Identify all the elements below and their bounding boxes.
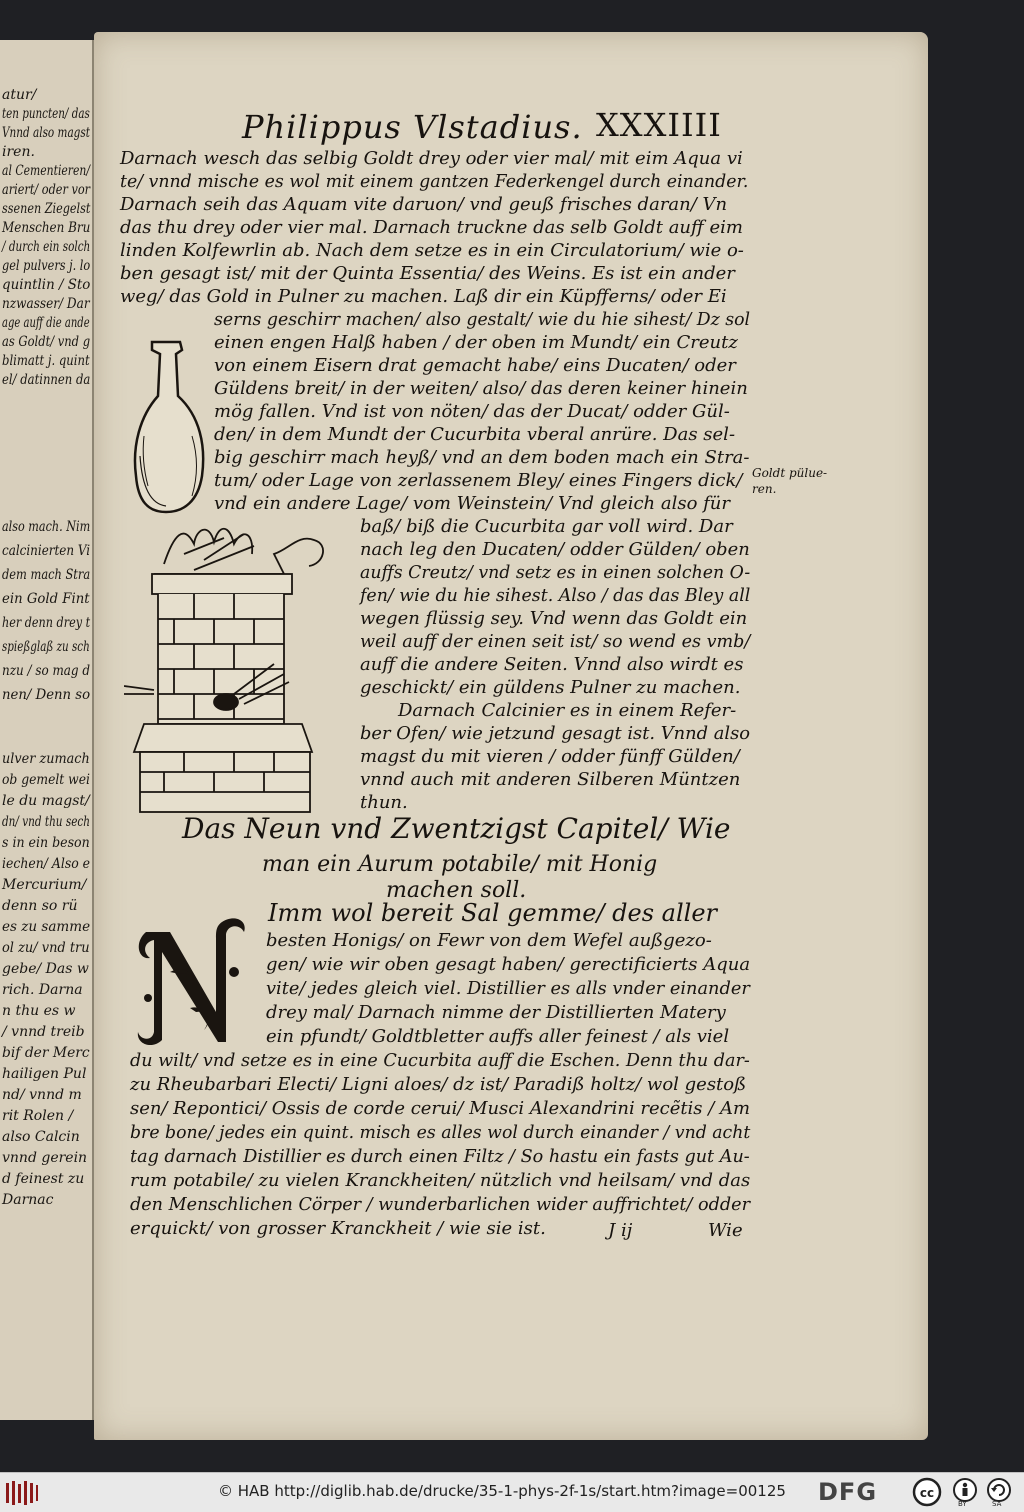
chapter-text-line: du wilt/ vnd setze es in eine Cucurbita auff die Eschen. Denn thu dar- <box>130 1050 750 1071</box>
chapter-text-line: drey mal/ Darnach nimme der Distillierten Matery <box>266 1002 726 1023</box>
left-page-fragment: dn/ vnd thu sech <box>2 814 90 830</box>
left-page-fragment: el/ datinnen da <box>2 372 91 388</box>
text-line: Darnach seih das Aquam vite daruon/ vnd geuß frisches daran/ Vn <box>120 194 728 215</box>
text-line: baß/ biß die Cucurbita gar voll wird. Dar <box>360 516 733 537</box>
left-page-fragment: her denn drey t <box>2 615 91 631</box>
marginal-note-line-2: ren. <box>752 482 777 496</box>
left-page-fragment: nzwasser/ Dar <box>2 296 90 312</box>
text-line: tum/ oder Lage von zerlassenem Bley/ eines Fingers dick/ <box>214 470 743 491</box>
by-label: BY <box>958 1500 967 1508</box>
text-line: Güldens breit/ in der weiten/ also/ das deren keiner hinein <box>214 378 748 399</box>
left-page-fragment: hailigen Pul <box>2 1066 87 1082</box>
svg-text:cc: cc <box>919 1486 935 1500</box>
left-page-fragment: d feinest zu <box>2 1171 85 1187</box>
left-page-fragment: ol zu/ vnd tru <box>2 940 90 956</box>
text-line: weil auff der einen seit ist/ so wend es vmb/ <box>360 631 751 652</box>
text-line: vnd ein andere Lage/ vom Weinstein/ Vnd gleich also für <box>214 493 731 514</box>
chapter-text-line: sen/ Repontici/ Ossis de corde cerui/ Musci Alexandrini recẽtis / Am <box>130 1098 750 1119</box>
chapter-text-line: Imm wol bereit Sal gemme/ des aller <box>268 899 718 927</box>
text-line: von einem Eisern drat gemacht habe/ eins Ducaten/ oder <box>214 355 736 376</box>
text-line: ben gesagt ist/ mit der Quinta Essentia/ des Weins. Es ist ein ander <box>120 263 735 284</box>
left-page-fragment: gebe/ Das w <box>2 961 89 977</box>
source-link[interactable]: © HAB http://diglib.hab.de/drucke/35-1-phys-2f-1s/start.htm?image=00125 <box>218 1482 786 1500</box>
folio-number: XXXIIII <box>596 106 722 144</box>
chapter-text-line: besten Honigs/ on Fewr von dem Wefel außgezo- <box>266 930 712 951</box>
left-page-fragment: Vnnd also magst <box>2 125 90 141</box>
left-page-fragment: ulver zumach <box>2 751 90 767</box>
left-page-fragment: atur/ <box>2 87 37 103</box>
left-page-fragment: es zu samme <box>2 919 91 935</box>
left-page-fragment: ten puncten/ das <box>2 106 90 122</box>
left-page-fragment: ein Gold Fint <box>2 591 90 607</box>
left-page-fragment: Darnac <box>2 1192 54 1208</box>
left-page-fragment: quintlin / Sto <box>2 277 91 293</box>
left-page-fragment: rit Rolen / <box>2 1108 74 1124</box>
dfg-logo: DFG <box>818 1478 878 1506</box>
left-page-fragment: iren. <box>2 144 35 160</box>
left-page-fragment: nen/ Denn so <box>2 687 91 703</box>
chapter-text-line: rum potabile/ zu vielen Kranckheiten/ nützlich vnd heilsam/ vnd das <box>130 1170 751 1191</box>
left-page-fragment: dem mach Stra <box>2 567 91 583</box>
left-page-fragment: s in ein beson <box>2 835 90 851</box>
left-page-fragment: also mach. Nim <box>2 519 91 535</box>
left-page-fragment: age auff die ande <box>2 315 90 331</box>
chapter-text-line: vite/ jedes gleich viel. Distillier es alls vnder einander <box>266 978 750 999</box>
left-page-fragment: le du magst/ <box>2 793 90 809</box>
left-page-fragment: al Cementieren/ <box>2 163 90 179</box>
text-line: nach leg den Ducaten/ odder Gülden/ oben <box>360 539 750 560</box>
text-line: big geschirr mach heyß/ vnd an dem boden mach ein Stra- <box>214 447 750 468</box>
left-page-fragment: ssenen Ziegelst <box>2 201 91 217</box>
text-line: Darnach Calcinier es in einem Refer- <box>398 700 737 721</box>
left-page-fragment: iechen/ Also e <box>2 856 91 872</box>
signature-mark: J ij <box>608 1220 633 1241</box>
text-line: fen/ wie du hie sihest. Also / das das Bley all <box>360 585 751 606</box>
decorated-initial-n <box>130 912 260 1052</box>
left-page-fragment: rich. Darna <box>2 982 83 998</box>
cc-license-icon <box>912 1477 942 1507</box>
left-page-fragment: nd/ vnnd m <box>2 1087 82 1103</box>
running-head-title: Philippus Vlstadius. <box>242 108 583 146</box>
text-line: linden Kolfewrlin ab. Nach dem setze es in ein Circulatorium/ wie o- <box>120 240 744 261</box>
catchword: Wie <box>708 1220 743 1241</box>
text-line: das thu drey oder vier mal. Darnach truckne das selb Goldt auff eim <box>120 217 743 238</box>
text-line: ber Ofen/ wie jetzund gesagt ist. Vnnd also <box>360 723 751 744</box>
text-line: auff die andere Seiten. Vnnd also wirdt es <box>360 654 744 675</box>
left-page-fragment: nzu / so mag d <box>2 663 91 679</box>
left-page-fragment: Menschen Bru <box>2 220 91 236</box>
left-page-fragment: spießglaß zu sch <box>2 639 90 655</box>
left-page-fragment: / vnnd treib <box>2 1024 85 1040</box>
left-page-fragment: bif der Merc <box>2 1045 90 1061</box>
chapter-text-line: gen/ wie wir oben gesagt haben/ gerectificierts Aqua <box>266 954 751 975</box>
left-page-fragment: / durch ein solch <box>2 239 91 255</box>
left-page-fragment: vnnd gerein <box>2 1150 88 1166</box>
text-line: wegen flüssig sey. Vnd wenn das Goldt ein <box>360 608 748 629</box>
left-page-fragment: blimatt j. quint <box>2 353 90 369</box>
chapter-text-line: tag darnach Distillier es durch einen Filtz / So hastu ein fasts gut Au- <box>130 1146 750 1167</box>
text-line: weg/ das Gold in Pulner zu machen. Laß dir ein Küpfferns/ oder Ei <box>120 286 727 307</box>
chapter-text-line: erquickt/ von grosser Kranckheit / wie sie ist. <box>130 1218 546 1239</box>
text-line: geschickt/ ein güldens Pulner zu machen. <box>360 677 741 698</box>
text-line: thun. <box>360 792 408 813</box>
left-page-fragment: also Calcin <box>2 1129 80 1145</box>
left-page-fragment: Mercurium/ <box>2 877 87 893</box>
text-line: mög fallen. Vnd ist von nöten/ das der Ducat/ odder Gül- <box>214 401 730 422</box>
chapter-text-line: zu Rheubarbari Electi/ Ligni aloes/ dz ist/ Paradiß holtz/ wol gestoß <box>130 1074 747 1095</box>
text-line: Darnach wesch das selbig Goldt drey oder vier mal/ mit eim Aqua vi <box>120 148 743 169</box>
text-line: serns geschirr machen/ also gestalt/ wie du hie sihest/ Dz sol <box>214 309 751 330</box>
chapter-subheading-line-2: machen soll. <box>386 878 527 903</box>
left-page-fragment: gel pulvers j. lo <box>2 258 91 274</box>
left-page-edge <box>0 40 94 1420</box>
cucurbita-flask-woodcut <box>130 336 210 516</box>
furnace-woodcut <box>124 524 354 816</box>
left-page-fragment: calcinierten Vi <box>2 543 91 559</box>
library-logo-icon <box>4 1479 40 1507</box>
left-page-fragment: ob gemelt wei <box>2 772 90 788</box>
text-line: vnnd auch mit anderen Silberen Müntzen <box>360 769 741 790</box>
text-line: magst du mit vieren / odder fünff Gülden/ <box>360 746 740 767</box>
chapter-text-line: bre bone/ jedes ein quint. misch es alles wol durch einander / vnd acht <box>130 1122 751 1143</box>
text-line: auffs Creutz/ vnd setz es in einen solchen O- <box>360 562 751 583</box>
left-page-fragment: ariert/ oder vor <box>2 182 91 198</box>
sa-label: SA <box>992 1500 1002 1508</box>
left-page-fragment: as Goldt/ vnd g <box>2 334 91 350</box>
text-line: te/ vnnd mische es wol mit einem gantzen Federkengel durch einander. <box>120 171 749 192</box>
chapter-subheading-line-1: man ein Aurum potabile/ mit Honig <box>262 852 658 877</box>
viewer-footer <box>0 1472 1024 1512</box>
marginal-note-line-1: Goldt pülue- <box>752 466 828 480</box>
left-page-fragment: n thu es w <box>2 1003 76 1019</box>
text-line: den/ in dem Mundt der Cucurbita vberal anrüre. Das sel- <box>214 424 736 445</box>
left-page-fragment: denn so rü <box>2 898 78 914</box>
chapter-heading: Das Neun vnd Zwentzigst Capitel/ Wie <box>182 812 731 845</box>
chapter-text-line: den Menschlichen Cörper / wunderbarlichen wider auffrichtet/ odder <box>130 1194 750 1215</box>
text-line: einen engen Halß haben / der oben im Mundt/ ein Creutz <box>214 332 738 353</box>
chapter-text-line: ein pfundt/ Goldtbletter auffs aller feinest / als viel <box>266 1026 730 1047</box>
